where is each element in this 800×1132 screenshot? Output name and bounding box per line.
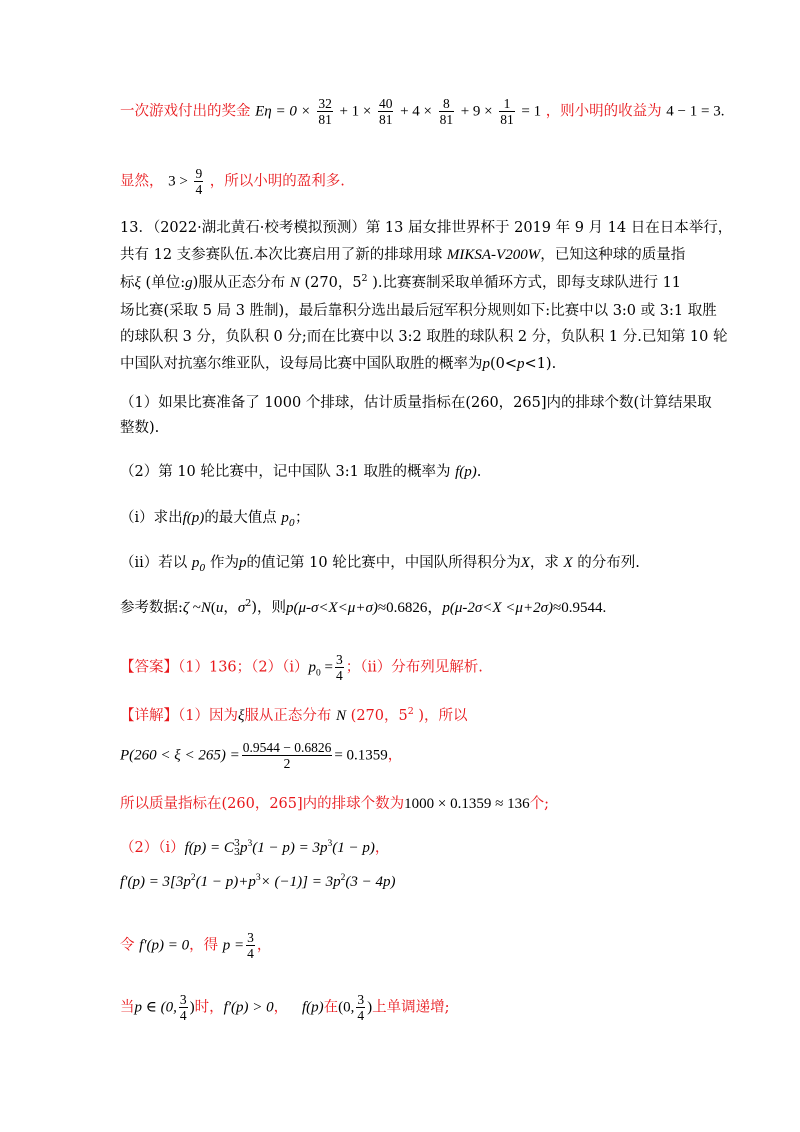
f-symbol: f (455, 464, 460, 480)
frac-8-81: $\frac{8}{81}$ (439, 96, 454, 127)
question-1-line-1 (120, 393, 712, 413)
problem-line-2 (120, 245, 685, 265)
X-symbol: X (563, 555, 573, 571)
question-2-i (120, 508, 309, 528)
superscript: 2 (361, 273, 368, 285)
text: 所以质量指标在(260，265]内的排球个数为 (120, 796, 405, 812)
text: 参考数据: (120, 600, 183, 616)
mid: (1 − p)+p (195, 874, 256, 890)
zeta-symbol: ζ (182, 600, 189, 616)
frac-3-4: $\frac{3}{4}$ (335, 652, 343, 683)
text: ).比赛赛制采取单循环方式，即每支球队进行 11 (367, 275, 682, 291)
subscript: 0 (288, 517, 295, 529)
text: 整数). (120, 420, 160, 436)
let-line (120, 930, 271, 961)
unit: g (185, 275, 193, 291)
text: )，则 (251, 600, 286, 616)
rhs: (1 − p) (332, 840, 375, 856)
text: （1）如果比赛准备了 1000 个排球，估计质量指标在(260，265]内的排球个数(计算结果取 (120, 395, 712, 411)
text: 共有 12 支参赛队伍.本次比赛启用了新的排球用球 (120, 247, 447, 263)
eq: = (320, 659, 333, 676)
math-term: = 1 (521, 103, 542, 120)
arg: (p) (459, 464, 477, 480)
text: 服从正态分布 (244, 708, 337, 724)
subscript: 0 (199, 562, 206, 574)
expectation-line (120, 96, 724, 127)
text-mid: ，则小明的收益为 (545, 103, 662, 120)
probability-equation (120, 740, 402, 771)
question-2-ii (120, 553, 640, 573)
problem-line-1 (120, 218, 732, 238)
text: ≈0.9544. (552, 600, 607, 616)
rhs: = 0.1359 (334, 747, 388, 764)
p-symbol: p (281, 510, 289, 526)
mid: (1 − p) = 3p (252, 840, 328, 856)
detail-label: 【详解】 (120, 708, 178, 724)
text: (单位: (140, 275, 186, 291)
mu-symbol: u (215, 600, 224, 616)
text-prefix: 显然， (120, 173, 164, 190)
ball-name: MIKSA-V200W (446, 247, 541, 263)
text: (270，5 (299, 275, 362, 291)
detail-line (120, 706, 468, 726)
text: （2）第 10 轮比赛中，记中国队 3:1 取胜的概率为 (120, 464, 456, 480)
N-symbol: N (200, 600, 211, 616)
text: ，得 (189, 937, 223, 954)
frac-1-81: $\frac{1}{81}$ (500, 96, 514, 127)
p-eq: p = (222, 937, 245, 954)
N-symbol: N (289, 275, 300, 291)
text: ， (273, 999, 289, 1016)
text: (270，5 (346, 708, 408, 724)
text: (0< (490, 356, 518, 372)
text: )服从正态分布 (192, 275, 290, 291)
paren: ) (367, 999, 373, 1016)
problem-line-6 (120, 354, 556, 374)
text: 13．（2022·湖北黄石·校考模拟预测）第 13 届女排世界杯于 2019 年 9 月 14 日在日本举行， (120, 220, 733, 236)
text: （1）因为 (178, 708, 238, 724)
text: （ii）若以 (120, 555, 192, 571)
lhs: f′(p) = 3[3p (120, 874, 191, 890)
X-symbol: X (520, 555, 530, 571)
text: 时， (194, 999, 224, 1016)
p-symbol: p (482, 356, 490, 372)
text: 个; (529, 796, 550, 812)
text-suffix: ，所以小明的盈利多. (209, 173, 345, 190)
problem-line-3 (120, 273, 681, 293)
text: 的分布列. (572, 555, 640, 571)
derivative-positive: f′(p) > 0 (223, 999, 274, 1016)
text: )，所以 (413, 708, 468, 724)
math: f′(p) = 0 (139, 937, 190, 954)
conclusion-line (120, 166, 345, 197)
frac-3-4: $\frac{3}{4}$ (179, 992, 187, 1023)
answer-line (120, 652, 483, 683)
rhs: (3 − 4p) (345, 874, 396, 890)
text: 的球队积 3 分，负队积 0 分;而在比赛中以 3:2 取胜的球队积 2 分，负队积 1 分.已知第 10 轮 (120, 329, 728, 345)
text: 作为 (205, 555, 240, 571)
text: 中国队对抗塞尔维亚队，设每局比赛中国队取胜的概率为 (120, 356, 483, 372)
text: ~ (188, 600, 201, 616)
problem-line-4 (120, 301, 717, 321)
lhs: f(p) = C (184, 840, 234, 856)
superscript: 3 (255, 873, 261, 884)
subscript: 0 (316, 668, 321, 679)
fp: f(p) (302, 999, 324, 1016)
frac-3-4: $\frac{3}{4}$ (247, 930, 254, 961)
fp: f(p) (182, 510, 205, 526)
frac-prob: $\frac{0.9544 - 0.6826}{2}$ (242, 740, 332, 771)
text: <1). (524, 356, 557, 372)
N-symbol: N (336, 708, 347, 724)
text: ≈0.6826， (377, 600, 443, 616)
count-line (120, 794, 549, 814)
text: （i）求出 (120, 510, 183, 526)
problem-line-5 (120, 327, 728, 347)
paren: ) (189, 999, 195, 1016)
xi-symbol: ξ (134, 275, 141, 291)
math-lhs: 3 > (168, 173, 188, 190)
question-2 (120, 462, 481, 482)
lhs: P(260 < ξ < 265) = (120, 747, 240, 764)
p-symbol: p (239, 555, 247, 571)
text: ， (223, 600, 238, 616)
text: 上单调递增; (372, 999, 450, 1016)
superscript: 2 (407, 706, 414, 718)
sigma-symbol: σ (237, 600, 246, 616)
superscript: 3 (327, 839, 333, 850)
p-symbol: p (517, 356, 525, 372)
text: 场比赛(采取 5 局 3 胜制)，最后靠积分选出最后冠军积分规则如下:比赛中以 3:0 或 3:1 取胜 (120, 303, 717, 319)
frac-9-4: $\frac{9}{4}$ (195, 166, 203, 197)
math-term: + 4 × (400, 103, 432, 120)
interval: p ∈ (0, (134, 999, 177, 1016)
prob-1: p(μ-σ<X<μ+σ) (285, 600, 378, 616)
xi-symbol: ξ (237, 708, 245, 724)
superscript: 3 (247, 839, 253, 850)
text: ，求 (529, 555, 564, 571)
text: 令 (120, 937, 140, 954)
text-prefix: 一次游戏付出的奖金 (120, 103, 251, 120)
interval: (0, (338, 999, 355, 1016)
frac-32-81: $\frac{32}{81}$ (318, 96, 332, 127)
prob-2: p(μ-2σ<X <μ+2σ) (442, 600, 553, 616)
math-term: + 9 × (460, 103, 493, 120)
comma: ， (256, 937, 272, 954)
mid: × (−1)] = 3p (260, 874, 341, 890)
f-definition (120, 838, 389, 858)
comma: ， (387, 747, 403, 764)
count-math: 1000 × 0.1359 ≈ 136 (404, 796, 530, 812)
superscript: 2 (190, 873, 196, 884)
p-symbol: p (308, 659, 317, 676)
text: 的值记第 10 轮比赛中，中国队所得积分为 (246, 555, 521, 571)
text: ( (210, 600, 216, 616)
comma: ， (374, 840, 390, 856)
answer-label: 【答案】 (120, 659, 178, 676)
frac-40-81: $\frac{40}{81}$ (378, 96, 393, 127)
text: （1）136；（2）（i） (178, 659, 309, 676)
text: 在 (323, 999, 339, 1016)
text: ；（ii）分布列见解析. (345, 659, 483, 676)
reference-data (120, 598, 606, 618)
p-symbol: p (239, 840, 248, 856)
p-symbol: p (191, 555, 200, 571)
monotonic-line (120, 992, 450, 1023)
f-derivative (120, 872, 395, 892)
binomial-indices: 3 3 (233, 838, 240, 858)
math-term: + 1 × (339, 103, 372, 120)
superscript: 2 (245, 598, 252, 610)
math-lhs: Eη = 0 × (255, 103, 311, 120)
text: 标 (120, 275, 135, 291)
superscript: 2 (340, 873, 346, 884)
gain-math: 4 − 1 = 3 (666, 103, 721, 120)
period: . (476, 464, 482, 480)
text: 当 (120, 999, 135, 1016)
text: 的最大值点 (204, 510, 282, 526)
text: （2）（i） (120, 840, 185, 856)
question-1-line-2 (120, 418, 159, 438)
frac-3-4: $\frac{3}{4}$ (357, 992, 365, 1023)
text: ； (294, 510, 310, 526)
text: ，已知这种球的质量指 (540, 247, 686, 263)
period: . (720, 103, 725, 120)
